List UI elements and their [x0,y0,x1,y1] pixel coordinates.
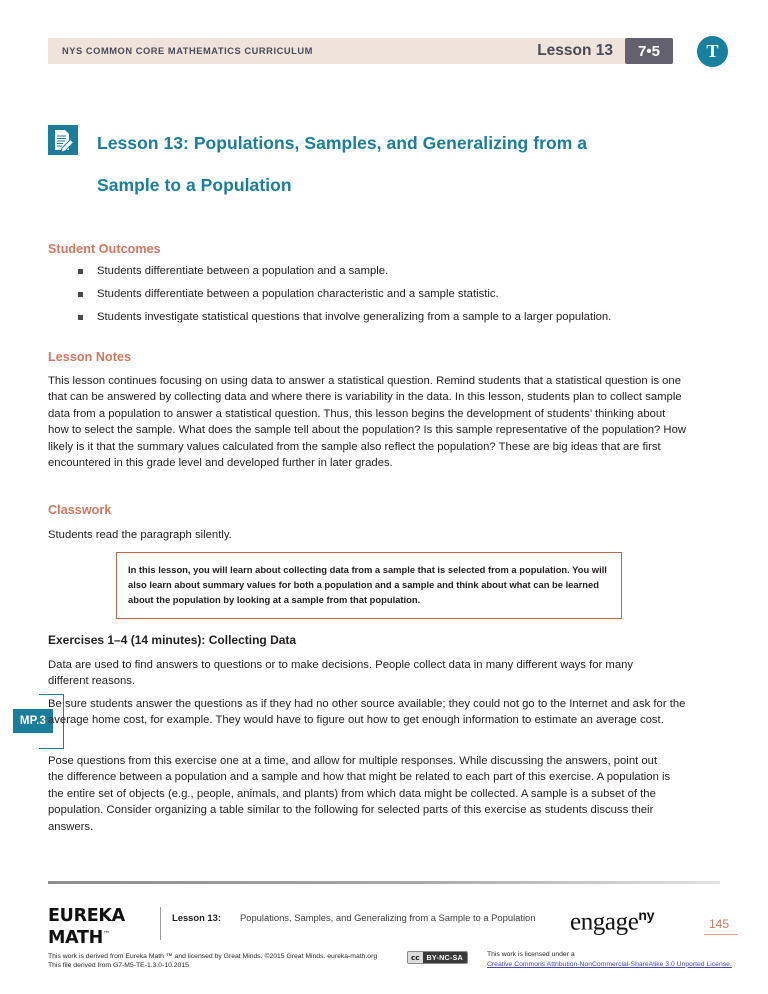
exercises-paragraph-1: Data are used to find answers to questions or to make decisions. People collect data in many different ways for many different reasons. [48,659,634,688]
exercises-heading: Exercises 1–4 (14 minutes): Collecting Data [48,633,297,647]
list-item [48,306,688,329]
trademark-mark: ™ [102,929,110,938]
bullet-square-icon [78,269,83,274]
page-title-line-1: Lesson 13: Populations, Samples, and Generalizing from a [97,133,587,153]
exercises-paragraph-3: Pose questions from this exercise one at a time, and allow for multiple responses. While discussing the answers, point out the difference between a population and a sample and how that might be related to each part of this exercise. A population is the entire set of objects (e.g., people, animals, and plants) from which data might be collected. A sample is a subset of the population. Consider organizing a table similar to the following for selected parts of this exercise as students discuss their answers. [48,755,671,833]
page-number-underline [704,934,738,935]
student-callout-box: In this lesson, you will learn about collecting data from a sample that is selected from a population. You will also learn about summary values for both a population and a sample and think about what can be learned about the population by looking at a sample from that population. [116,552,622,619]
footer-vertical-divider [160,907,161,940]
license-link[interactable]: Creative Commons Attribution-NonCommercial-ShareAlike 3.0 Unported License. [487,960,732,968]
outcome-text: Students investigate statistical questions that involve generalizing from a sample to a larger population. [97,311,612,323]
derivation-line-1: This work is derived from Eureka Math ™ and licensed by Great Minds. ©2015 Great Minds. eureka-math.org [48,953,378,960]
engageny-logo [570,907,654,936]
list-item [48,260,688,283]
exercises-paragraph-2: Be sure students answer the questions as if they had no other source available; they could not go to the Internet and ask for the average home cost, for example. They would have to figure out how to get enough information to estimate an average cost. [48,698,686,727]
header-right-group [537,38,673,64]
eureka-math-logo [48,908,125,947]
engage-ny-superscript: ny [638,907,655,923]
outcome-text: Students differentiate between a population characteristic and a sample statistic. [97,288,499,300]
footer-lesson-label: Lesson 13: [172,912,221,923]
page-title [97,122,668,206]
engage-word: engage [570,908,639,936]
footer-divider-rule [48,881,720,884]
footer-lesson-title: Populations, Samples, and Generalizing from a Sample to a Population [240,912,536,923]
derivation-line-2: This file derived from G7-M5-TE-1.3.0-10.2015 [48,962,189,970]
page-header-band [48,38,673,64]
bullet-square-icon [78,292,83,297]
header-lesson-label: Lesson 13 [537,42,613,59]
mp3-badge-label: MP.3 [13,709,53,733]
curriculum-label: NYS COMMON CORE MATHEMATICS CURRICULUM [62,46,313,56]
list-item [48,283,688,306]
eureka-logo-line-2: MATH [48,927,103,948]
classwork-intro: Students read the paragraph silently. [48,529,232,541]
page-number: 145 [709,917,730,931]
creative-commons-badge-icon [407,951,468,964]
page-title-line-2: Sample to a Population [97,175,292,195]
module-badge: 7•5 [625,38,673,64]
eureka-logo-line-1: EUREKA [48,906,125,926]
license-intro: This work is licensed under a [487,951,575,958]
classwork-heading: Classwork [48,503,112,517]
cc-terms: BY-NC-SA [423,952,467,963]
cc-mark: cc [408,952,423,963]
bullet-square-icon [78,315,83,320]
outcome-text: Students differentiate between a population and a sample. [97,265,389,277]
lesson-notes-heading: Lesson Notes [48,350,132,364]
document-pencil-icon [48,125,78,155]
student-outcomes-list [48,260,688,329]
teacher-edition-badge: T [697,36,728,67]
lesson-notes-paragraph: This lesson continues focusing on using data to answer a statistical question. Remind students that a statistical question is one that can be answered by collecting data and where there is variability in the data. In this lesson, students plan to collect sample data from a population to answer a statistical question. Thus, this lesson begins the development of students’ thinking about how to select the sample. What does the sample tell about the population? Is this sample representative of the population? How likely is it that the summary values calculated from the sample also reflect the population? These are big ideas that are first encountered in this grade level and developed further in later grades. [48,375,687,470]
license-notice [487,950,732,969]
derivation-notice [48,952,377,970]
lesson-title-block [48,122,668,206]
student-outcomes-heading: Student Outcomes [48,242,161,256]
